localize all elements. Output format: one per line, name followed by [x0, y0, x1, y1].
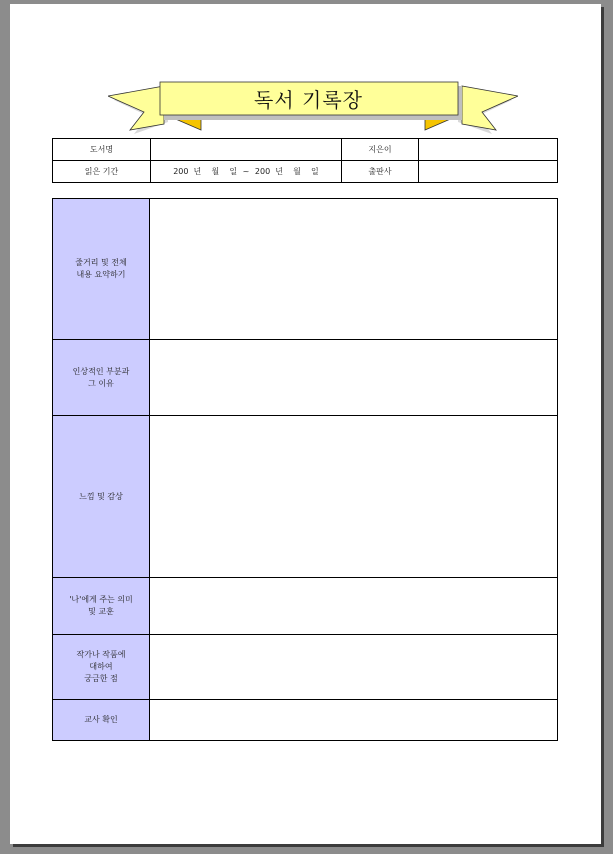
period-start: 200 년 월 일 — [173, 167, 238, 176]
section-row — [53, 340, 558, 416]
section-row — [53, 578, 558, 635]
period-separator: ~ — [242, 167, 250, 176]
section-label-feelings: 느낌 및 감상 — [53, 416, 150, 578]
section-label-teacher: 교사 확인 — [53, 700, 150, 741]
period-field[interactable] — [151, 161, 342, 183]
period-label: 읽은 기간 — [53, 161, 151, 183]
section-label-questions: 작가나 작품에 대하여 궁금한 점 — [53, 635, 150, 700]
section-field-teacher[interactable] — [150, 700, 558, 741]
section-field-meaning[interactable] — [150, 578, 558, 635]
document-page — [10, 4, 601, 844]
author-field[interactable] — [419, 139, 558, 161]
book-title-field[interactable] — [151, 139, 342, 161]
publisher-field[interactable] — [419, 161, 558, 183]
section-row — [53, 635, 558, 700]
author-label: 지은이 — [342, 139, 419, 161]
book-title-label: 도서명 — [53, 139, 151, 161]
section-field-feelings[interactable] — [150, 416, 558, 578]
section-field-summary[interactable] — [150, 199, 558, 340]
book-info-table — [52, 138, 558, 183]
page-title: 독서 기록장 — [254, 87, 363, 112]
section-label-summary: 줄거리 및 전체 내용 요약하기 — [53, 199, 150, 340]
section-label-impressive: 인상적인 부분과 그 이유 — [53, 340, 150, 416]
publisher-label: 출판사 — [342, 161, 419, 183]
period-end: 200 년 월 일 — [254, 167, 319, 176]
section-row — [53, 199, 558, 340]
section-field-questions[interactable] — [150, 635, 558, 700]
reading-record-table — [52, 198, 558, 741]
title-banner — [108, 74, 518, 140]
section-row — [53, 416, 558, 578]
section-label-meaning: '나'에게 주는 의미 및 교훈 — [53, 578, 150, 635]
section-field-impressive[interactable] — [150, 340, 558, 416]
section-row — [53, 700, 558, 741]
